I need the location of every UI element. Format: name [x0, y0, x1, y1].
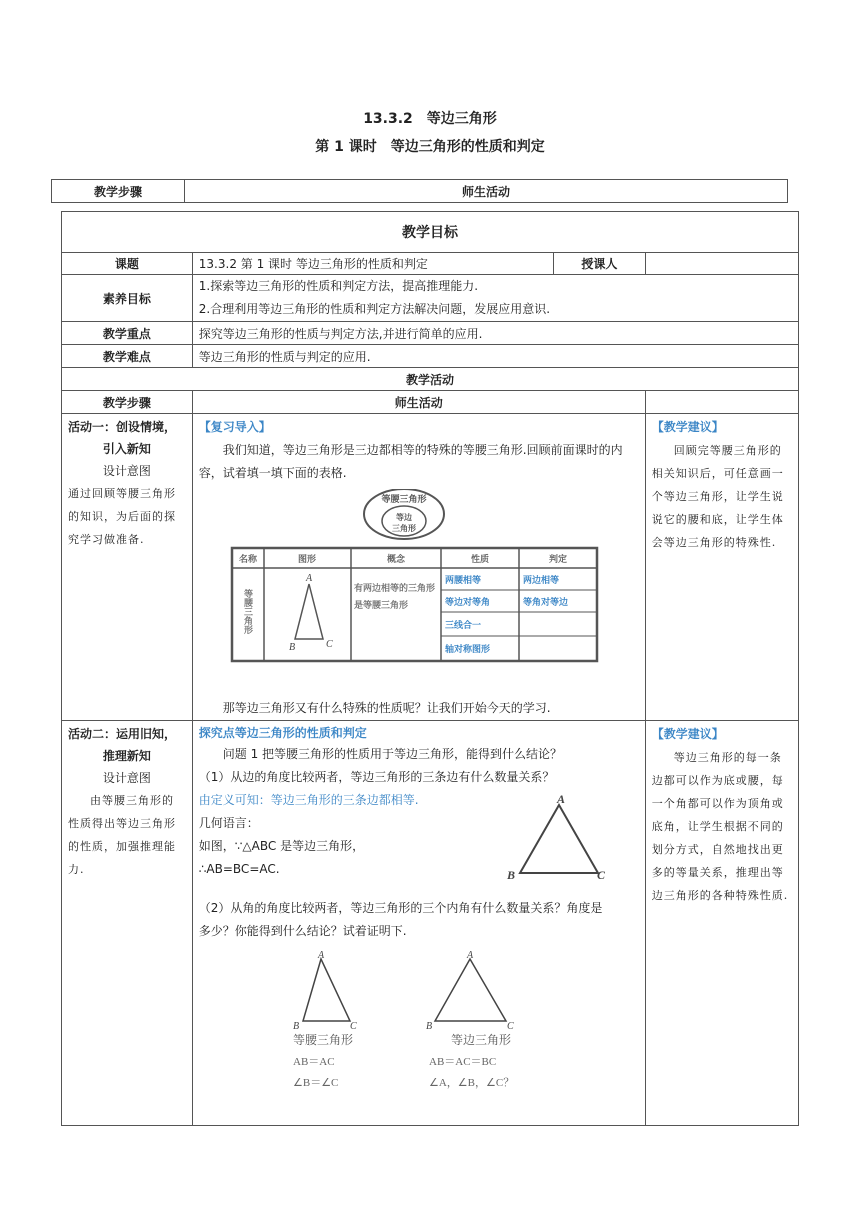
- teacher-label: 授课人: [553, 253, 645, 275]
- difficulty-label: 教学难点: [62, 345, 193, 368]
- activity-2-intent: 由等腰三角形的性质得出等边三角形的性质，加强推理能力.: [68, 794, 176, 876]
- question-1a: （1）从边的角度比较两者，等边三角形的三条边有什么数量关系？: [198, 770, 555, 784]
- iso-eq-angles: ∠B＝∠C: [292, 1077, 339, 1089]
- review-judge-2: 等角对等边: [522, 597, 568, 607]
- activity-1-suggestion: [645, 414, 798, 721]
- oval-inner-label-2: 三角形: [391, 524, 416, 533]
- explore-title: 探究点等边三角形的性质和判定: [198, 726, 367, 740]
- difficulty-value: 等边三角形的性质与判定的应用.: [192, 345, 798, 368]
- since-text: 如图，∵△ABC 是等边三角形，: [198, 839, 365, 853]
- design-intent-label-2: 设计意图: [102, 771, 151, 785]
- question-1b-line2: 多少？你能得到什么结论？试着证明下.: [198, 924, 407, 938]
- iso-vertex-a: A: [317, 950, 324, 961]
- activities-header: 师生活动: [185, 180, 788, 203]
- review-vertex-a: A: [305, 573, 312, 584]
- comparison-figures: [293, 949, 593, 1089]
- equilateral-triangle: [435, 959, 506, 1021]
- equi-eq-sides: AB＝AC＝BC: [428, 1056, 497, 1068]
- review-prop-3: 三线合一: [444, 620, 481, 630]
- review-th-concept: 概念: [386, 554, 405, 564]
- activity-1-subtitle: 引入新知: [102, 442, 151, 456]
- suggest-tag-2: 【教学建议】: [651, 727, 724, 741]
- activity-1-title: 活动一：创设情境，: [68, 420, 177, 434]
- review-th-name: 名称: [238, 554, 257, 564]
- suggest-text-1: 回顾完等腰三角形的相关知识后，可任意画一个等边三角形，让学生说说它的腰和底，让学生体会等边三角形的特殊性.: [651, 444, 784, 549]
- review-prop-1: 两腰相等: [444, 575, 481, 585]
- definition-text: 由定义可知：等边三角形的三条边都相等.: [198, 793, 419, 807]
- activity-1-step: [62, 414, 193, 721]
- question-1b-line1: （2）从角的角度比较两者，等边三角形的三个内角有什么数量关系？角度是: [198, 901, 603, 915]
- review-vertex-c: C: [325, 639, 333, 650]
- fig-vertex-c: C: [596, 868, 605, 882]
- literacy-goal-2: 2.合理利用等边三角形的性质和判定方法解决问题，发展应用意识.: [198, 302, 551, 316]
- equi-vertex-b: B: [425, 1021, 432, 1032]
- equi-vertex-a: A: [466, 950, 473, 961]
- therefore-text: ∴AB=BC=AC.: [198, 862, 280, 876]
- review-prop-2: 等边对等角: [444, 597, 490, 607]
- geo-language-label: 几何语言：: [198, 816, 259, 830]
- suggest-tag-1: 【教学建议】: [651, 420, 724, 434]
- design-intent-label: 设计意图: [102, 464, 151, 478]
- review-vertex-b: B: [288, 642, 295, 653]
- literacy-label: 素养目标: [62, 275, 193, 322]
- focus-label: 教学重点: [62, 322, 193, 345]
- fig-vertex-a: A: [556, 793, 565, 806]
- oval-inner-label-1: 等边: [395, 513, 412, 522]
- lesson-plan-table: [61, 211, 799, 1126]
- review-tag: 【复习导入】: [198, 420, 271, 434]
- isosceles-triangle: [303, 959, 350, 1021]
- oval-outer-label: 等腰三角形: [381, 494, 427, 504]
- steps-col-header: 教学步骤: [62, 391, 193, 414]
- fig-vertex-b: B: [506, 868, 515, 882]
- review-closing: 那等边三角形又有什么特殊的性质呢？让我们开始今天的学习.: [222, 701, 551, 715]
- review-name-cell: 等腰三角形: [242, 589, 253, 634]
- activity-2-content: [192, 721, 645, 1126]
- header-table: [51, 179, 788, 203]
- review-th-figure: 图形: [297, 554, 316, 564]
- focus-value: 探究等边三角形的性质与判定方法,并进行简单的应用.: [192, 322, 798, 345]
- equi-vertex-c: C: [506, 1021, 514, 1032]
- review-isosceles-triangle: [295, 584, 323, 639]
- section-title: 13.3.2 等边三角形: [363, 111, 497, 127]
- activity-1-intent: 通过回顾等腰三角形的知识，为后面的探究学习做准备.: [68, 487, 176, 546]
- equi-label: 等边三角形: [450, 1033, 511, 1047]
- iso-vertex-b: B: [292, 1021, 299, 1032]
- iso-eq-sides: AB＝AC: [292, 1056, 335, 1068]
- topic-value: 13.3.2 第 1 课时 等边三角形的性质和判定: [192, 253, 553, 275]
- lesson-title: 第 1 课时 等边三角形的性质和判定: [315, 139, 545, 155]
- activity-2-step: [62, 721, 193, 1126]
- review-th-judge: 判定: [548, 554, 567, 564]
- review-prop-4: 轴对称图形: [444, 644, 490, 654]
- iso-label: 等腰三角形: [292, 1033, 353, 1047]
- review-diagram: [199, 489, 639, 689]
- review-th-property: 性质: [470, 554, 489, 564]
- equilateral-triangle-figure: [505, 793, 605, 883]
- topic-label: 课题: [62, 253, 193, 275]
- literacy-goal-1: 1.探索等边三角形的性质和判定方法，提高推理能力.: [198, 279, 479, 293]
- activity-1-content: [192, 414, 645, 721]
- review-table: [232, 548, 597, 661]
- review-text: 我们知道，等边三角形是三边都相等的特殊的等腰三角形.回顾前面课时的内容，试着填一填下面的表格.: [198, 443, 623, 480]
- activity-2-subtitle: 推理新知: [102, 749, 151, 763]
- suggest-text-2: 等边三角形的每一条边都可以作为底或腰，每一个角都可以作为顶角或底角，让学生根据不同的划分方式，自然地找出更多的等量关系，推理出等边三角形的各种特殊性质.: [651, 751, 789, 902]
- teacher-value: [645, 253, 798, 275]
- iso-vertex-c: C: [349, 1021, 357, 1032]
- activity-2-title: 活动二：运用旧知，: [68, 727, 177, 741]
- question-1: 问题 1 把等腰三角形的性质用于等边三角形，能得到什么结论？: [222, 747, 563, 761]
- equi-eq-angles: ∠A，∠B，∠C？: [428, 1077, 514, 1089]
- review-concept-cell: 有两边相等的三角形是等腰三角形: [353, 584, 435, 611]
- review-judge-1: 两边相等: [522, 575, 559, 585]
- activity-col-header: 师生活动: [192, 391, 645, 414]
- goals-heading: 教学目标: [62, 212, 799, 253]
- activity-2-suggestion: [645, 721, 798, 1126]
- activities-heading: 教学活动: [62, 368, 799, 391]
- steps-header: 教学步骤: [52, 180, 185, 203]
